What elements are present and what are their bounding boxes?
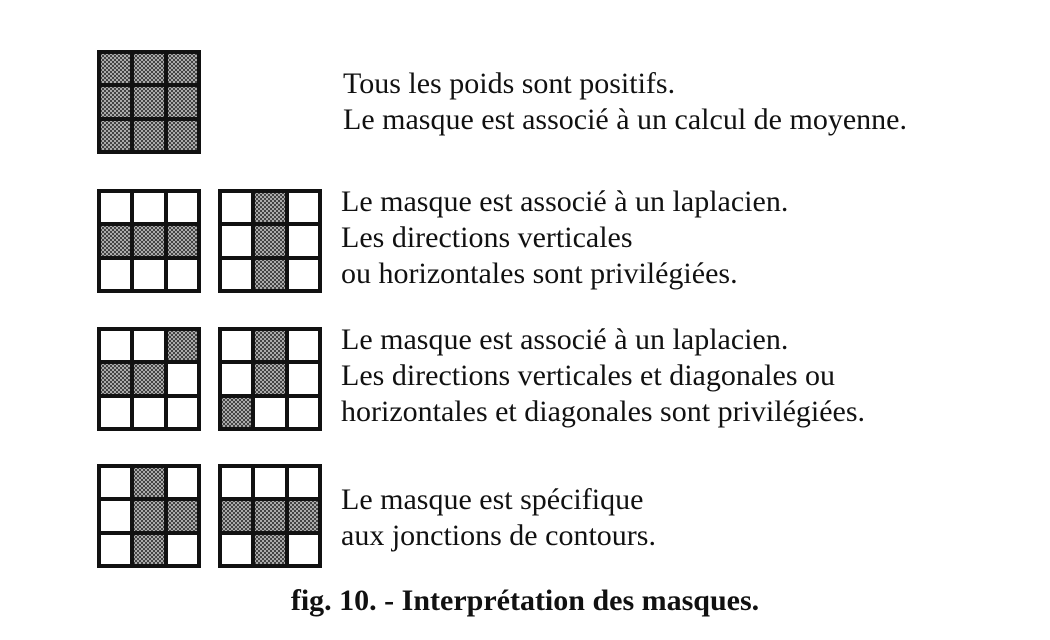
mask-cell-empty (101, 398, 130, 427)
mask-cell-empty (289, 535, 318, 564)
row-laplacian-vh-description (341, 184, 788, 292)
mask-cell-filled (134, 54, 163, 83)
mask-cell-filled (168, 331, 197, 360)
mask-cell-filled (101, 54, 130, 83)
mask-cell-filled (168, 54, 197, 83)
mask-cell-empty (101, 535, 130, 564)
mask-cell-empty (101, 193, 130, 222)
mask-cell-empty (255, 468, 284, 497)
mask-cell-filled (101, 121, 130, 150)
mask-cell-empty (289, 260, 318, 289)
mask-cell-filled (101, 364, 130, 393)
mask-cell-empty (134, 331, 163, 360)
mask-cell-filled (134, 501, 163, 530)
mask-junction-t-vertical (97, 464, 201, 568)
description-line: aux jonctions de contours. (341, 519, 656, 552)
mask-cell-filled (168, 501, 197, 530)
mask-cell-filled (134, 364, 163, 393)
description-line: Le masque est associé à un calcul de moyenne. (343, 103, 907, 136)
description-line: ou horizontales sont privilégiées. (341, 257, 738, 290)
mask-cell-empty (222, 193, 251, 222)
mask-laplacian-diagonal-vertical (218, 327, 322, 431)
mask-cell-empty (101, 331, 130, 360)
mask-cell-filled (255, 501, 284, 530)
mask-cell-filled (134, 226, 163, 255)
mask-cell-filled (255, 193, 284, 222)
mask-cell-empty (289, 468, 318, 497)
description-line: Le masque est spécifique (341, 483, 644, 516)
mask-laplacian-diagonal-horizontal (97, 327, 201, 431)
mask-cell-empty (289, 331, 318, 360)
mask-cell-filled (222, 501, 251, 530)
description-line: Le masque est associé à un laplacien. (341, 185, 789, 218)
mask-cell-filled (101, 87, 130, 116)
mask-cell-filled (134, 468, 163, 497)
mask-cell-empty (168, 364, 197, 393)
mask-cell-empty (134, 260, 163, 289)
mask-cell-filled (101, 226, 130, 255)
mask-cell-empty (222, 226, 251, 255)
figure-caption: fig. 10. - Interprétation des masques. (290, 584, 760, 617)
row-junctions-description (341, 482, 656, 554)
mask-cell-empty (289, 364, 318, 393)
mask-junction-t-horizontal (218, 464, 322, 568)
mask-cell-filled (255, 331, 284, 360)
mask-cell-empty (134, 398, 163, 427)
mask-cell-filled (168, 226, 197, 255)
mask-average (97, 50, 201, 154)
mask-cell-filled (255, 260, 284, 289)
mask-cell-empty (101, 260, 130, 289)
description-line: Les directions verticales (341, 221, 633, 254)
mask-cell-filled (134, 535, 163, 564)
mask-cell-empty (222, 468, 251, 497)
mask-cell-filled (255, 364, 284, 393)
mask-cell-filled (289, 501, 318, 530)
mask-cell-empty (168, 468, 197, 497)
mask-cell-empty (222, 535, 251, 564)
mask-cell-empty (101, 501, 130, 530)
mask-cell-filled (168, 121, 197, 150)
mask-cell-filled (168, 87, 197, 116)
row-average-description (343, 66, 907, 138)
mask-cell-filled (255, 226, 284, 255)
mask-laplacian-vertical (218, 189, 322, 293)
mask-cell-empty (168, 398, 197, 427)
mask-cell-empty (289, 226, 318, 255)
description-line: horizontales et diagonales sont privilégiées. (341, 395, 866, 428)
mask-cell-empty (289, 398, 318, 427)
description-line: Tous les poids sont positifs. (343, 67, 676, 100)
mask-cell-empty (101, 468, 130, 497)
mask-laplacian-horizontal (97, 189, 201, 293)
description-line: Les directions verticales et diagonales ou (341, 359, 835, 392)
mask-cell-empty (222, 260, 251, 289)
mask-cell-filled (134, 87, 163, 116)
mask-cell-empty (134, 193, 163, 222)
mask-cell-filled (222, 398, 251, 427)
mask-cell-empty (168, 535, 197, 564)
row-laplacian-diagonal-description (341, 322, 865, 430)
mask-cell-empty (222, 331, 251, 360)
mask-cell-filled (134, 121, 163, 150)
mask-cell-empty (289, 193, 318, 222)
mask-cell-empty (222, 364, 251, 393)
mask-cell-empty (168, 260, 197, 289)
mask-cell-empty (168, 193, 197, 222)
mask-cell-filled (255, 535, 284, 564)
description-line: Le masque est associé à un laplacien. (341, 323, 789, 356)
mask-cell-empty (255, 398, 284, 427)
